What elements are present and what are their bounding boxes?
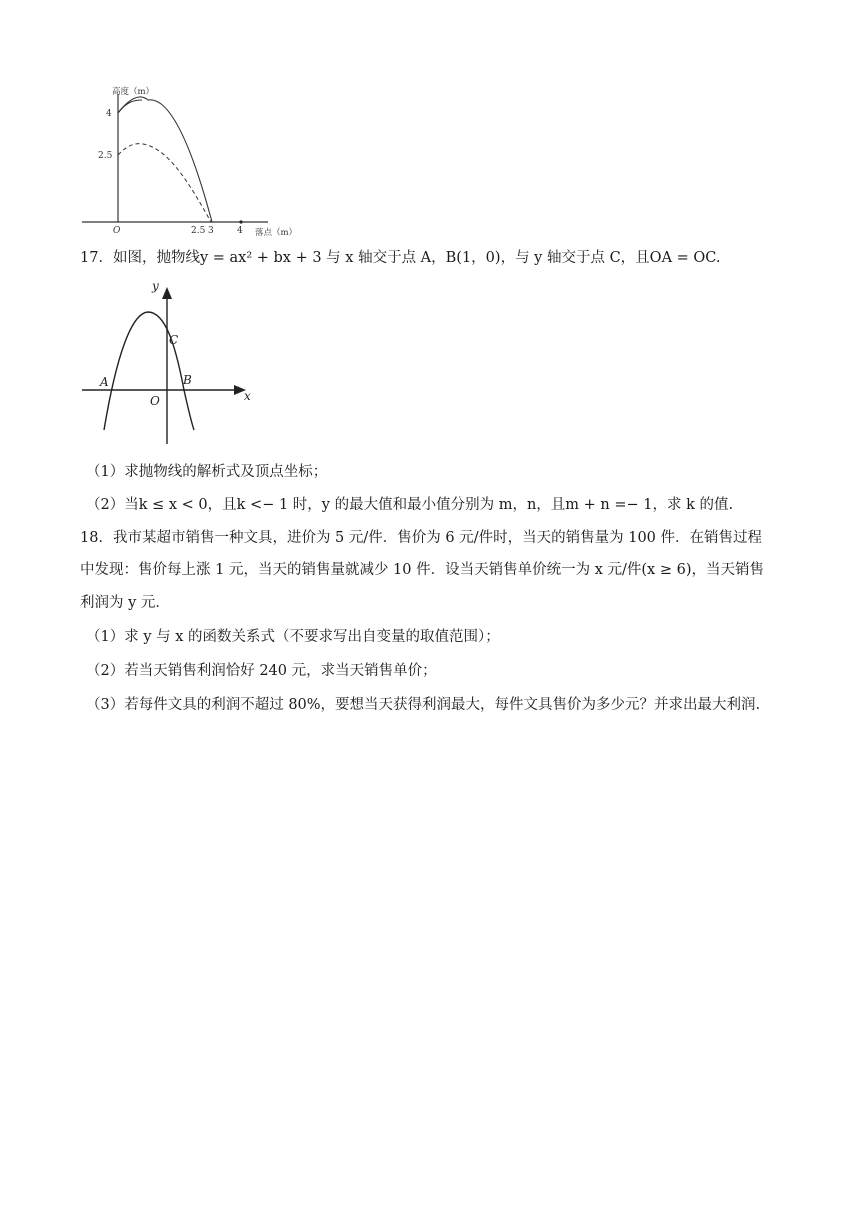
figure1-xtick-3: 3 [208,226,214,236]
q17-part1: （1）求抛物线的解析式及顶点坐标； [86,464,328,480]
figure2-point-a: A [100,375,109,389]
figure-height-landing [78,80,308,238]
figure2-point-b: B [183,373,192,387]
q18-part2: （2）若当天销售利润恰好 240 元，求当天销售单价； [86,663,437,679]
figure1-xtick-2.5: 2.5 [191,226,206,236]
figure1-origin-label: O [113,226,121,236]
figure1-point-4 [239,220,242,223]
q18-line2: 中发现：售价每上涨 1 元，当天的销售量就减少 10 件．设当天销售单价统一为 x 元/件(x ≥ 6)，当天销售 [80,562,764,578]
q17-stem: 17．如图，抛物线y = ax² + bx + 3 与 x 轴交于点 A，B(1，0)，与 y 轴交于点 C，且OA = OC. [80,250,721,266]
figure2-parabola-curve [104,312,194,430]
figure1-x-axis-label: 落点（m） [255,228,298,238]
figure2-y-label: y [152,279,159,293]
q18-line1: 18．我市某超市销售一种文具，进价为 5 元/件．售价为 6 元/件时，当天的销售量为 100 件．在销售过程 [80,530,762,546]
figure-parabola [76,278,266,448]
q17-part2: （2）当k ≤ x < 0，且k <− 1 时，y 的最大值和最小值分别为 m，n，且m + n =− 1，求 k 的值. [86,497,734,513]
figure2-y-arrow [162,287,172,299]
figure1-solid-curve-top [118,100,142,113]
figure2-x-label: x [244,389,251,403]
q18-part3: （3）若每件文具的利润不超过 80%，要想当天获得利润最大，每件文具售价为多少元？并求出最大利润. [86,697,761,713]
figure1-solid-curve [118,97,212,222]
figure1-ytick-4: 4 [106,109,112,119]
q18-part1: （1）求 y 与 x 的函数关系式（不要求写出自变量的取值范围）； [86,629,500,645]
figure1-dashed-curve [118,144,211,222]
figure2-origin-label: O [150,394,160,408]
figure2-point-c: C [169,333,179,347]
figure1-xtick-4: 4 [237,226,243,236]
figure1-y-axis-label: 高度（m） [112,87,155,97]
q18-line3: 利润为 y 元． [80,595,170,611]
figure1-ytick-2.5: 2.5 [98,151,113,161]
